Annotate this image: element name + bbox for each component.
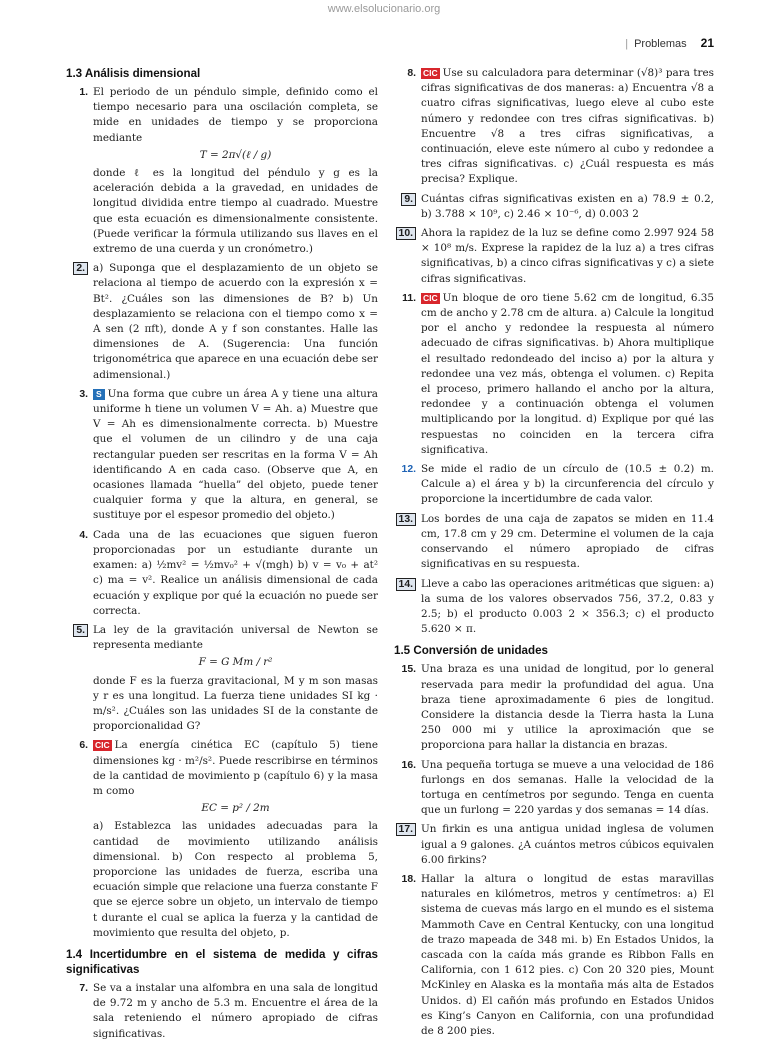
problem-6 — [66, 738, 378, 941]
header-divider: | — [625, 38, 629, 50]
problem-text: Cada una de las ecuaciones que siguen fueron proporcionadas por un estudiante durante un examen: a) ½mv² = ½mv₀² + √(mgh) b) v = v₀ + at² c) ma = v². Realice un análisis dimensional de cada ecuación y explique por qué la ecuación no puede ser correcta. — [93, 528, 378, 617]
problem-13 — [394, 512, 714, 573]
problem-text: El periodo de un péndulo simple, definido como el tiempo necesario para una oscilación completa, se mide en unidades de tiempo y se proporciona mediante — [93, 86, 378, 144]
problem-number: 5. — [66, 623, 93, 734]
problem-12 — [394, 462, 714, 508]
problem-text: Cuántas cifras significativas existen en a) 78.9 ± 0.2, b) 3.788 × 10⁹, c) 2.46 × 10⁻⁶, d) 0.003 2 — [421, 192, 714, 220]
problem-text: Una braza es una unidad de longitud, por lo general reservada para medir la profundidad del agua. Una braza tiene aproximadamente 6 pies de longitud. Considere la distancia desde la Tierra hasta la Luna 250 000 mi y utilice la aproximación que se proporciona para hallar la distancia en brazas. — [421, 663, 714, 752]
problem-7 — [66, 981, 378, 1042]
problem-16 — [394, 758, 714, 819]
problem-number: 2. — [66, 261, 93, 383]
problem-number: 13. — [394, 512, 421, 573]
problem-text: Hallar la altura o longitud de estas maravillas naturales en kilómetros, metros y centímetros: a) El sistema de cuevas más largo en el mundo es el sistema Mammoth Cave en Central Kentucky, con una longitud de trazo mapeada de 348 mi. b) En Estados Unidos, la cascada con la caída más grande es Ribbon Falls en California, con 1 612 pies. c) Con 20 320 pies, Mount McKinley en Alaska es la montaña más alta de Estados Unidos. d) El cañón más profundo en Estados Unidos es King’s Canyon en California, con una profundidad de 8 200 pies. — [421, 872, 714, 1037]
right-column — [394, 66, 714, 1043]
cic-icon: CIC — [423, 68, 438, 78]
problem-text: Un firkin es una antigua unidad inglesa de volumen igual a 9 galones. ¿A cuántos metros cúbicos equivalen 6.00 firkins? — [421, 823, 714, 866]
problem-number: 17. — [394, 822, 421, 868]
problem-number: 16. — [401, 759, 416, 771]
formula: F = G Mm / r² — [198, 656, 273, 669]
problem-text: Use su calculadora para determinar (√8)³ para tres cifras significativas de dos maneras: a) Encuentra √8 a cuatro cifras significativas, luego eleve al cubo este número y redondee con tres cifras significativas. b) Encuentre √8 a tres cifras significativas, a continuación, eleve este número al cubo y redondee a tres cifras significativas. c) ¿Cuál respuesta es más precisa? Explique. — [421, 67, 714, 186]
cic-icon: CIC — [95, 740, 110, 751]
problem-8 — [394, 66, 714, 188]
problem-number: 1. — [79, 87, 88, 98]
problem-3 — [66, 387, 378, 524]
problem-number: 18. — [401, 873, 416, 885]
s-icon: S — [93, 389, 105, 400]
problem-17 — [394, 822, 714, 868]
cic-icon: CIC — [423, 292, 438, 303]
problem-number: 12. — [401, 464, 416, 476]
problem-9 — [394, 192, 714, 222]
section-heading-1-4: 1.4 Incertidumbre en el sistema de medida y cifras significativas — [66, 947, 378, 976]
problem-text: La ley de la gravitación universal de Newton se representa mediante — [93, 623, 378, 652]
section-label: Problemas — [634, 38, 687, 50]
problem-4 — [66, 528, 378, 619]
problem-number: 9. — [394, 192, 421, 222]
watermark: www.elsolucionario.org — [327, 3, 441, 15]
section-heading-1-3: 1.3 Análisis dimensional — [66, 67, 201, 80]
problem-text: donde F es la fuerza gravitacional, M y m son masas y r es una longitud. La fuerza tiene unidades SI kg · m/s². ¿Cuáles son las unidades SI de la constante de proporcionalidad G? — [93, 674, 378, 733]
problem-text: Se mide el radio de un círculo de (10.5 ± 0.2) m. Calcule a) el área y b) la circunferencia del círculo y proporcione la incertidumbre de cada valor. — [421, 463, 714, 506]
problem-number: 6. — [79, 740, 88, 752]
problem-text: a) Suponga que el desplazamiento de un objeto se relaciona al tiempo de acuerdo con la expresión x = Bt². ¿Cuáles son las dimensiones de B? b) Un desplazamiento se relaciona con el tiempo como x = A sen (2 πft), donde A y f son constantes. Halle las dimensiones de A. (Sugerencia: Una función trigonométrica que aparece en una ecuación debe ser adimensional.) — [93, 262, 378, 381]
problem-text: a) Establezca las unidades adecuadas para la cantidad de movimiento utilizando análisis dimensional. b) Con respecto al problema 5, proporcione las unidades de fuerza, escriba una ecuación simple que relacione una fuerza constante F que se ejerce sobre un objeto, un intervalo de tiempo t durante el cual se aplica la fuerza y la cantidad de movimiento que resulta del objeto, p. — [93, 820, 378, 939]
problem-text: Ahora la rapidez de la luz se define como 2.997 924 58 × 10⁸ m/s. Exprese la rapidez de la luz a) a tres cifras significativas, b) a cinco cifras significativas y c) a siete cifras significativas. — [421, 227, 714, 285]
formula: EC = p² / 2m — [201, 802, 270, 815]
running-header — [625, 36, 714, 50]
problem-text: La energía cinética EC (capítulo 5) tiene dimensiones kg · m²/s². Puede rescribirse en términos de la cantidad de movimiento p (capítulo 6) y la masa m como — [93, 739, 378, 797]
problem-text: Lleve a cabo las operaciones aritméticas que siguen: a) la suma de los valores observados 756, 37.2, 0.83 y 2.5; b) el producto 0.003 2 × 356.3; c) el producto 5.620 × π. — [421, 577, 714, 636]
problem-number: 14. — [394, 577, 421, 638]
problem-number: 11. — [402, 292, 416, 304]
problem-5 — [66, 623, 378, 734]
page-number: 21 — [700, 36, 714, 50]
problem-number: 3. — [79, 388, 88, 400]
problem-15 — [394, 662, 714, 753]
problem-10 — [394, 226, 714, 287]
problem-1 — [66, 85, 378, 257]
problem-number: 7. — [79, 982, 88, 994]
section-heading-1-5: 1.5 Conversión de unidades — [394, 644, 548, 658]
problem-14 — [394, 577, 714, 638]
problem-11 — [394, 291, 714, 458]
problem-text: Una pequeña tortuga se mueve a una velocidad de 186 furlongs en dos semanas. Halle la velocidad de la tortuga en centímetros por segundo. Tenga en cuenta que un furlong = 220 yardas y dos semanas = 14 días. — [421, 758, 714, 817]
problem-number: 15. — [401, 664, 416, 676]
problem-text: Una forma que cubre un área A y tiene una altura uniforme h tiene un volumen V = Ah. a) Muestre que V = Ah es dimensionalmente correcta. b) Muestre que el volumen de un cilindro y de una caja rectangular pueden ser rescritas en la forma V = Ah identificando A en cada caso. (Observe que A, en ocasiones llamada “huella” del objeto, puede tener cualquier forma y que la altura, en general, se sustituye por el espesor promedio del objeto.) — [93, 387, 378, 522]
problem-number: 10. — [394, 226, 421, 287]
problem-number: 4. — [79, 529, 88, 541]
problem-18 — [394, 872, 714, 1039]
formula: T = 2π√(ℓ / g) — [199, 148, 272, 161]
left-column — [66, 66, 378, 1046]
problem-text: donde ℓ es la longitud del péndulo y g es la aceleración debida a la gravedad, en unidades de longitud dividida entre tiempo al cuadrado. Muestre que esta ecuación es dimensionalmente consistente. (Puede verificar la fórmula utilizando sus llaves en el extremo de una cuerda y un cronómetro.) — [93, 167, 378, 256]
problem-text: Un bloque de oro tiene 5.62 cm de longitud, 6.35 cm de ancho y 2.78 cm de altura. a) Calcule la longitud por el ancho y redondee la respuesta al número adecuado de cifras significativas. b) Ahora multiplique el resultado redondeado del inciso a) por la altura y redondee una vez más, obtenga el volumen. c) Repita el proceso, primero hallando el ancho por la altura, redondee y a continuación obtenga el volumen multiplicando por la longitud. d) Explique por qué las respuestas no coinciden en la tercera cifra significativa. — [421, 291, 714, 456]
problem-2 — [66, 261, 378, 383]
problem-number: 8. — [407, 68, 416, 79]
problem-text: Los bordes de una caja de zapatos se miden en 11.4 cm, 17.8 cm y 29 cm. Determine el volumen de la caja conservando el número apropiado de cifras significativas en su respuesta. — [421, 512, 714, 571]
problem-text: Se va a instalar una alfombra en una sala de longitud de 9.72 m y ancho de 5.3 m. Encuentre el área de la sala reteniendo el número apropiado de cifras significativas. — [93, 981, 378, 1040]
